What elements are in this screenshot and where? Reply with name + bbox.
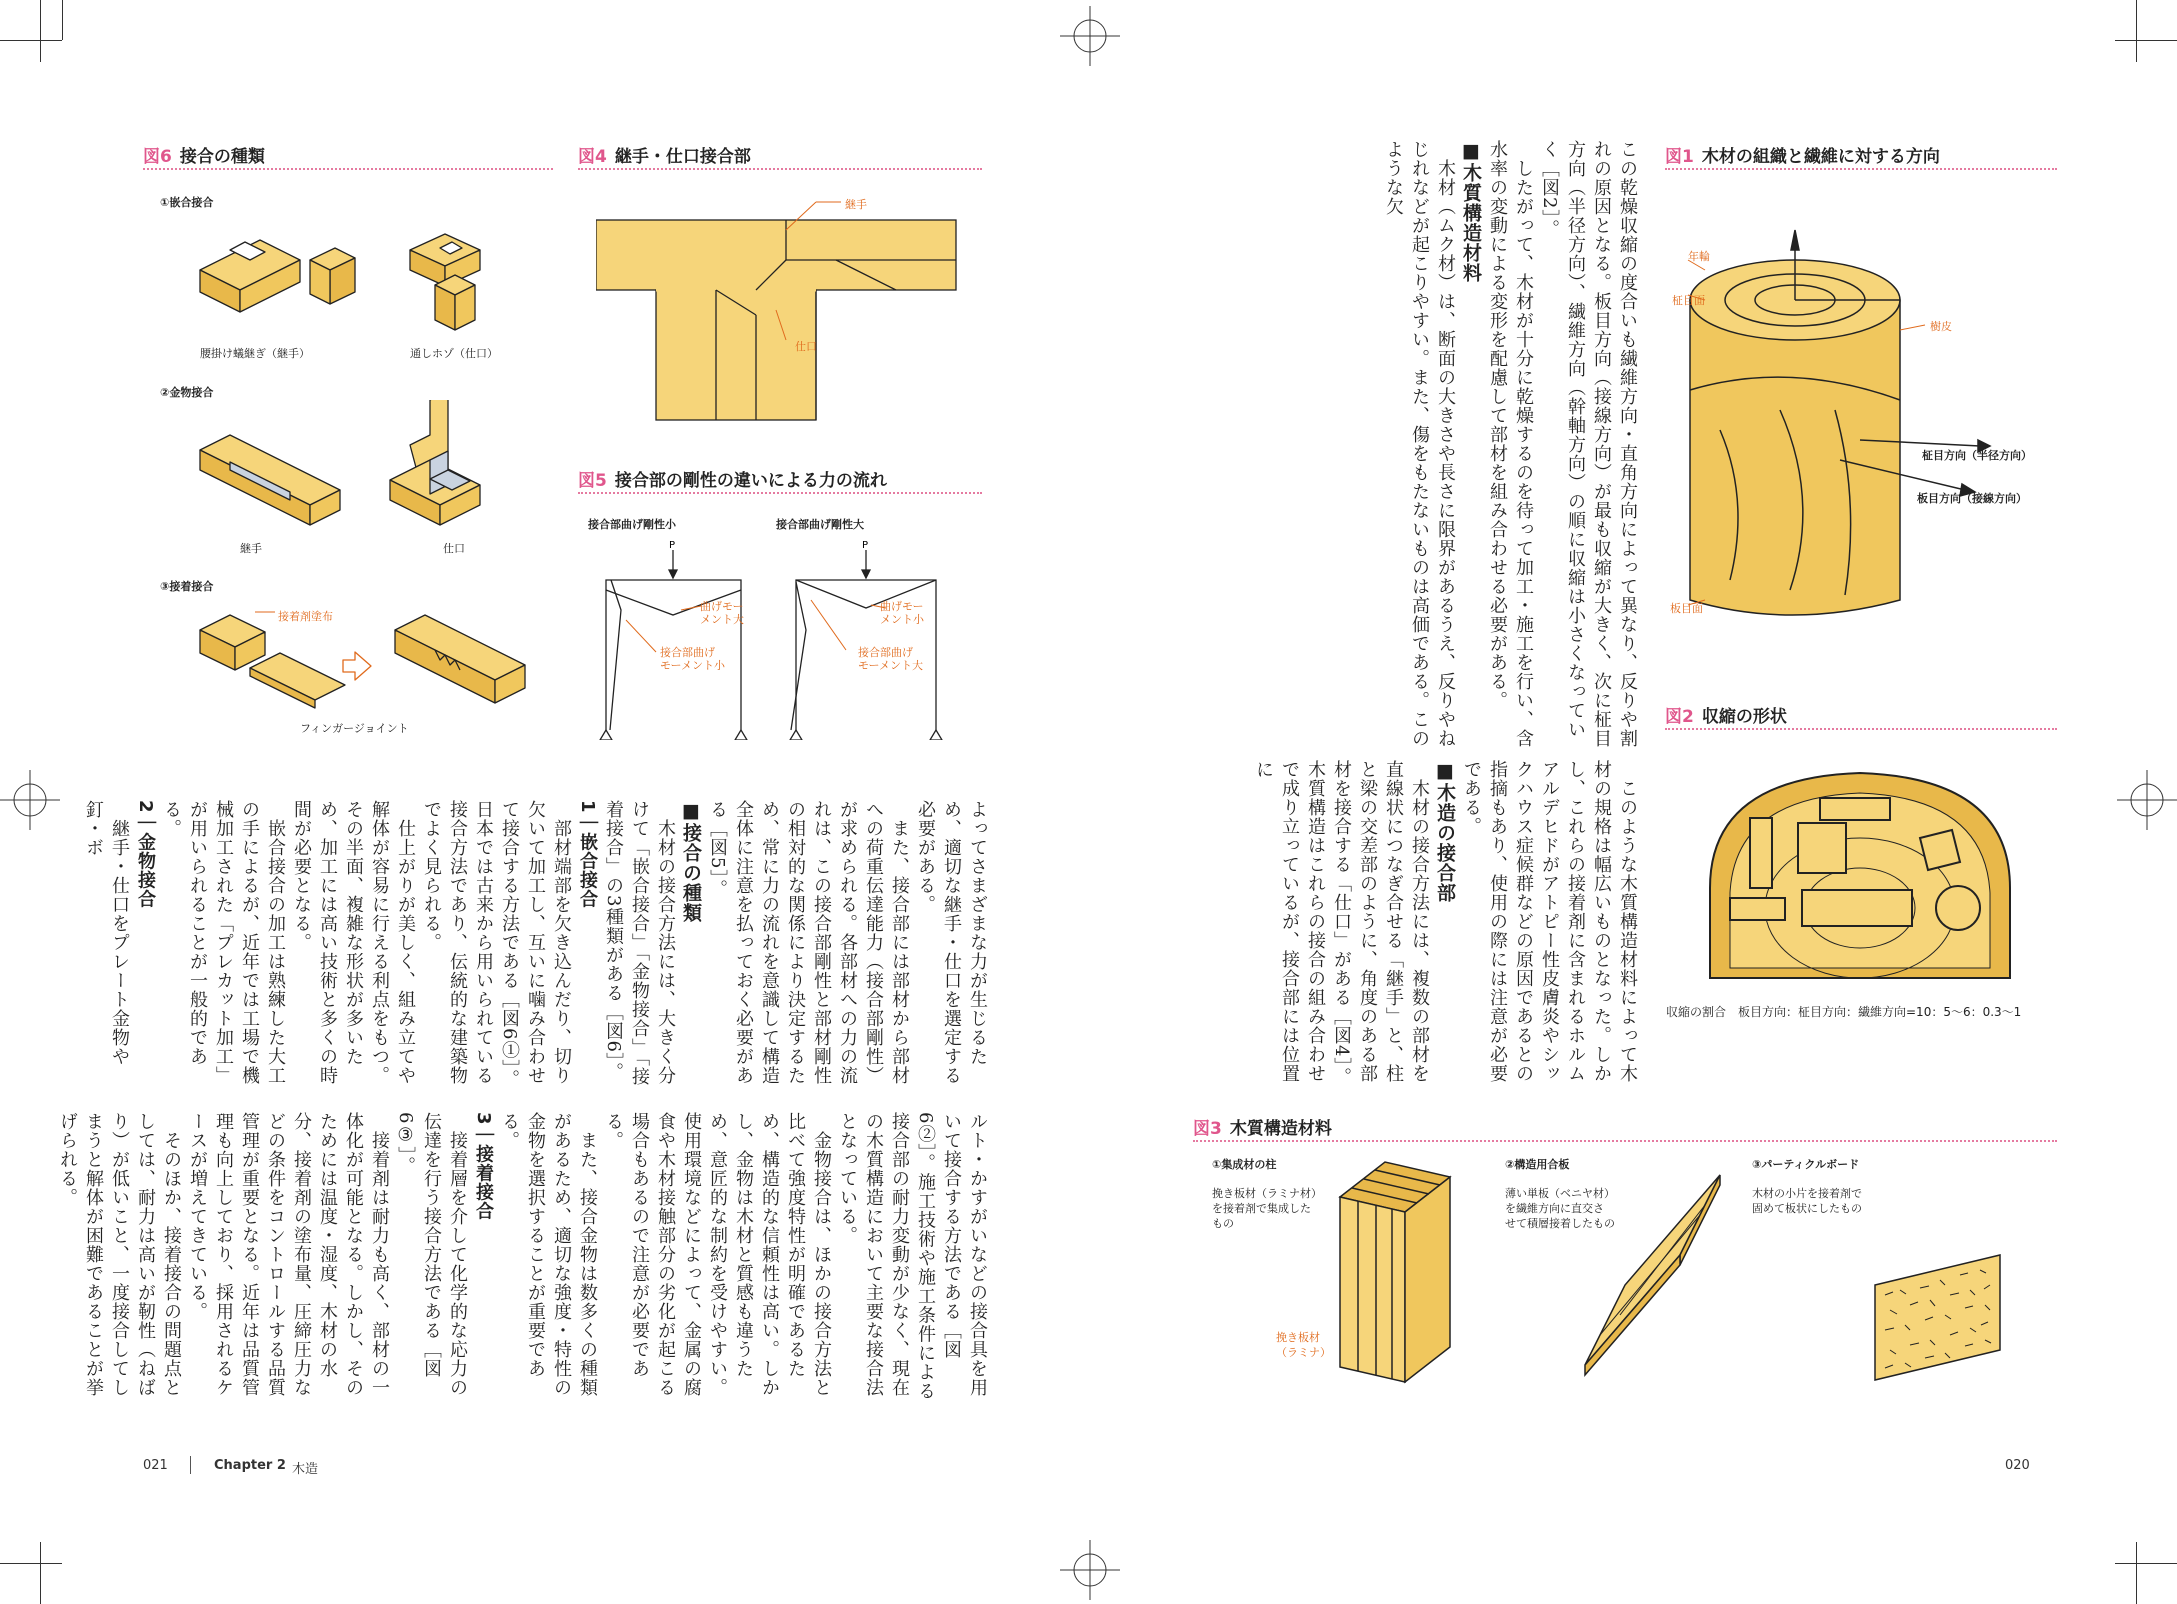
fig1-label-bark: 樹皮 bbox=[1930, 320, 1952, 333]
fig6-sub1b: 通しホゾ（仕口） bbox=[410, 347, 498, 360]
para: したがって、木材が十分に乾燥するのを待って加工・施工を行い、含水率の変動による変形を配慮して部材を組み合わせる必要がある。 bbox=[1487, 140, 1534, 748]
right-body-upper bbox=[1190, 140, 1640, 750]
para: このような木質構造材料によって木材の規格は幅広いものとなった。しかし、これらの接着剤に含まれるホルムアルデヒドがアトピー性皮膚炎やシックハウス症候群などの原因であるとの指摘もあり、使用の際には注意が必要である。 bbox=[1461, 760, 1638, 1083]
divider bbox=[578, 492, 982, 494]
folio-separator bbox=[190, 1456, 191, 1474]
para: よってさまざまな力が生じるため、適切な継手・仕口を選定する必要がある。 bbox=[915, 800, 988, 1085]
section-heading: ■接合の種類 bbox=[680, 800, 702, 923]
divider bbox=[1193, 1140, 2057, 1142]
registration-mark bbox=[0, 770, 60, 830]
registration-mark bbox=[2117, 770, 2177, 830]
fig5-right-label: 接合部曲げ剛性大 bbox=[776, 518, 864, 531]
fig6-finger-joint-illustration bbox=[195, 600, 535, 710]
fig6-sub3: ③接着接合 bbox=[160, 580, 214, 593]
para: そのほか、接着接合の問題点としては、耐力は高いが靭性（ねばり）が低いこと、一度接合してしまうと解体が困難であることが挙げられる。 bbox=[57, 1112, 182, 1397]
fig6-sub1a: 腰掛け蟻継ぎ（継手） bbox=[200, 347, 310, 360]
fig5-left-label: 接合部曲げ剛性小 bbox=[588, 518, 676, 531]
crop-mark bbox=[40, 1542, 41, 1604]
fig5-frame-diagram bbox=[596, 540, 976, 740]
fig3-sub2-desc: 薄い単板（ベニヤ材） を繊維方向に直交さ せて積層接着したもの bbox=[1505, 1187, 1615, 1230]
fig6-sub2b: 仕口 bbox=[443, 542, 465, 555]
crop-mark bbox=[62, 0, 63, 40]
fig2-title: 図2 収縮の形状 bbox=[1665, 707, 1787, 727]
para: 木材の接合方法には、複数の部材を直線状につなぎ合せる「継手」と、柱と梁の交差部のように、角度のある部材を接合する「仕口」がある［図4］。木質構造はこれらの接合の組み合わせで成り立っているが、接合部には位置に bbox=[1253, 760, 1430, 1087]
para: 部材端部を欠き込んだり、切り欠いて加工し、互いに噛み合わせて接合する方法である［図6①］。日本では古来から用いられている接合方法であり、伝統的な建築物でよく見られる。 bbox=[421, 800, 572, 1089]
fig4-label-tsugite: 継手 bbox=[845, 198, 867, 211]
fig2-caption: 収縮の割合 板目方向：柾目方向：繊維方向=10：5～6：0.3～1 bbox=[1666, 1005, 2022, 1019]
crop-mark bbox=[0, 40, 62, 41]
sub-heading: 3｜接着接合 bbox=[473, 1112, 494, 1221]
section-heading: ■木造の接合部 bbox=[1434, 760, 1456, 903]
divider bbox=[1665, 728, 2057, 730]
divider bbox=[1665, 168, 2057, 170]
crop-mark bbox=[2115, 40, 2177, 41]
fig6-title: 図6 接合の種類 bbox=[143, 147, 265, 167]
para: 木材の接合方法には、大きく分けて「嵌合接合」「金物接合」「接着接合」の3種類がある［図6］。 bbox=[603, 800, 676, 1086]
registration-mark bbox=[1060, 1540, 1120, 1600]
fig3-sub2: ②構造用合板 bbox=[1505, 1158, 1570, 1171]
fig1-log-illustration bbox=[1660, 200, 2080, 630]
fig5-left-m2: 接合部曲げ モーメント小 bbox=[660, 646, 726, 672]
sub-heading: 1｜嵌合接合 bbox=[577, 800, 598, 909]
divider bbox=[143, 168, 553, 170]
fig6-sub3a: フィンガージョイント bbox=[300, 722, 409, 735]
fig3-title: 図3 木質構造材料 bbox=[1193, 1119, 1332, 1139]
para: 接着剤は耐力も高く、部材の一体化が可能となる。しかし、そのためには温度・湿度、木材の水分、接着剤の塗布量、圧締圧力などの条件をコントロールする品質管理が重要となる。近年は品質管理も向上しており、採用されるケースが増えてきている。 bbox=[187, 1112, 390, 1397]
fig3-sub1-desc: 挽き板材（ラミナ材） を接着剤で集成した もの bbox=[1212, 1187, 1322, 1230]
fig4-label-shiguchi: 仕口 bbox=[795, 340, 817, 353]
fig4-joint-illustration bbox=[596, 190, 976, 430]
fig3-sub3-desc: 木材の小片を接着剤で 固めて板状にしたもの bbox=[1752, 1187, 1862, 1215]
fig5-left-m1: 曲げモー メント大 bbox=[700, 600, 744, 626]
para: ルト・かすがいなどの接合具を用いて接合する方法である［図6②］。施工技術や施工条件による接合部の耐力変動が少なく、現在の木質構造において主要な接合法となっている。 bbox=[837, 1112, 988, 1401]
divider bbox=[578, 168, 982, 170]
folio-chapter: Chapter 2 bbox=[214, 1458, 286, 1473]
para: また、接合部には部材から部材への荷重伝達能力（接合部剛性）が求められる。各部材への力の流れは、この接合部剛性と部材剛性の相対的な関係により決定するため、常に力の流れを意識して構造全体に注意を払っておく必要がある［図5］。 bbox=[707, 800, 910, 1085]
fig2-shrinkage-illustration bbox=[1690, 758, 2030, 988]
left-body-upper bbox=[83, 800, 990, 1100]
fig3-particleboard-illustration bbox=[1870, 1250, 2010, 1390]
right-body-middle bbox=[1190, 760, 1640, 1090]
fig5-title: 図5 接合部の剛性の違いによる力の流れ bbox=[578, 471, 887, 491]
fig1-label-itame: 板目面 bbox=[1670, 602, 1703, 615]
left-body-lower bbox=[57, 1112, 990, 1412]
fig1-label-nenrin: 年輪 bbox=[1688, 250, 1710, 263]
para: 接着層を介して化学的な応力の伝達を行う接合方法である［図6③］。 bbox=[395, 1112, 468, 1397]
fig3-plywood-illustration bbox=[1580, 1165, 1730, 1385]
para: また、接合金物は数多くの種類があるため、適切な強度・特性の金物を選択することが重要である。 bbox=[499, 1112, 598, 1397]
para: 仕上がりが美しく、組み立てや解体が容易に行える利点をもつ。その半面、複雑な形状が多いため、加工には高い技術と多くの時間が必要となる。 bbox=[291, 800, 416, 1085]
folio-number-right: 020 bbox=[2005, 1458, 2030, 1473]
fig3-sub1-note: 挽き板材 （ラミナ） bbox=[1276, 1331, 1331, 1359]
fig3-sub1: ①集成材の柱 bbox=[1212, 1158, 1277, 1171]
fig6-sub2a: 継手 bbox=[240, 542, 262, 555]
fig3-glulam-illustration bbox=[1330, 1152, 1480, 1392]
fig1-label-masame: 柾目面 bbox=[1672, 294, 1705, 307]
fig6-fit-joint-illustration bbox=[190, 230, 540, 340]
crop-mark bbox=[2136, 0, 2137, 62]
fig6-sub3-note: 接着剤塗布 bbox=[278, 610, 333, 623]
fig5-right-m1: 曲げモー メント小 bbox=[880, 600, 924, 626]
crop-mark bbox=[2136, 1542, 2137, 1604]
fig1-title: 図1 木材の組織と繊維に対する方向 bbox=[1665, 147, 1940, 167]
fig6-sub1: ①嵌合接合 bbox=[160, 196, 214, 209]
folio-number-left: 021 bbox=[143, 1458, 168, 1473]
fig6-metal-joint-illustration bbox=[190, 400, 540, 530]
registration-mark bbox=[1060, 6, 1120, 66]
fig1-arrow-radial: 柾目方向（半径方向） bbox=[1922, 449, 2032, 462]
svg-text:P: P bbox=[669, 540, 676, 551]
crop-mark bbox=[40, 0, 41, 62]
section-heading: ■木質構造材料 bbox=[1460, 140, 1482, 283]
folio-chapter-title: 木造 bbox=[292, 1462, 319, 1477]
para: 継手・仕口をプレート金物や釘・ボ bbox=[83, 800, 130, 1066]
para: 木材（ムク材）は、断面の大きさや長さに限界があるうえ、反りやねじれなどが起こりやすい。また、傷をもたないものは高価である。このような欠 bbox=[1383, 140, 1456, 748]
para: 嵌合接合の加工は熟練した大工の手によるが、近年では工場で機械加工された「プレカット加工」が用いられることが一般的である。 bbox=[161, 800, 286, 1085]
para: 金物接合は、ほかの接合方法と比べて強度特性が明確であるため、構造的な信頼性は高い。しかし、金物は木材と質感も違うため、意匠的な制約を受けやすい。使用環境などによって、金属の腐食や木材接触部分の劣化が起こる場合もあるので注意が必要である。 bbox=[603, 1112, 832, 1397]
fig4-title: 図4 継手・仕口接合部 bbox=[578, 147, 751, 167]
fig5-right-m2: 接合部曲げ モーメント大 bbox=[858, 646, 924, 672]
para: この乾燥収縮の度合いも繊維方向・直角方向によって異なり、反りや割れの原因となる。板目方向（接線方向）が最も収縮が大きく、次に柾目方向（半径方向）、繊維方向（幹軸方向）の順に収縮は小さくなっていく［図2］。 bbox=[1539, 140, 1638, 748]
svg-text:P: P bbox=[862, 540, 869, 551]
sub-heading: 2｜金物接合 bbox=[135, 800, 156, 909]
crop-mark bbox=[2115, 1563, 2177, 1564]
fig3-sub3: ③パーティクルボード bbox=[1752, 1158, 1860, 1171]
fig6-sub2: ②金物接合 bbox=[160, 386, 214, 399]
fig1-arrow-tangential: 板目方向（接線方向） bbox=[1917, 492, 2027, 505]
crop-mark bbox=[0, 1563, 62, 1564]
